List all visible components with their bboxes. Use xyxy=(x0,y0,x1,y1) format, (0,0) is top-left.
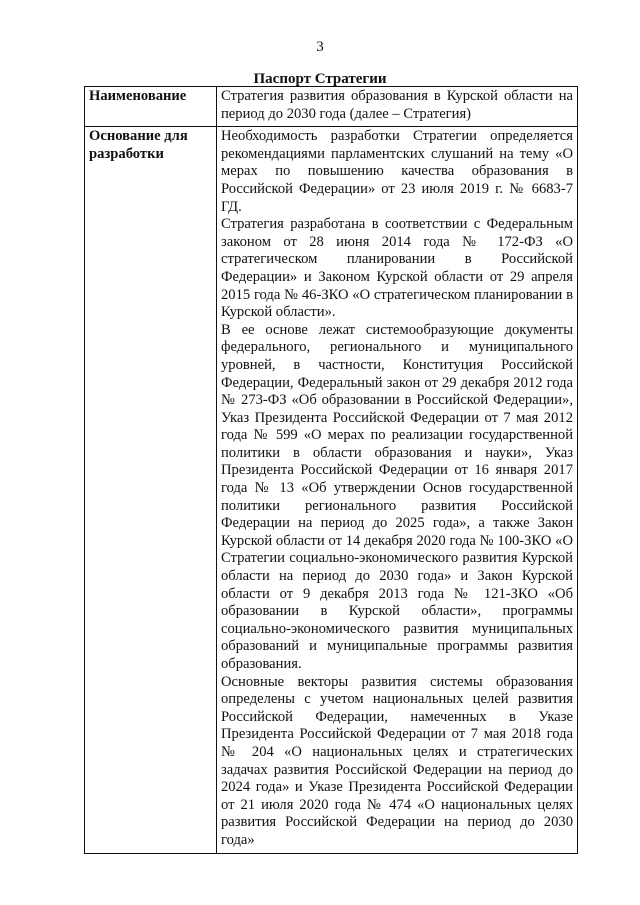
document-title: Паспорт Стратегии xyxy=(253,71,387,87)
row-label-name: Наименование xyxy=(85,87,217,127)
paragraph: В ее основе лежат системообразующие документы федерального, регионального и муниципального уровней, в частности, Конституция Российской Федерации, Федеральный закон от 29 декабря 2012 года № 273-ФЗ «Об образовании в Российской Федерации», Указ Президента Российской Федерации от 7 мая 2012 года № 599 «О мерах по реализации государственной политики в области образования и науки», Указ Президента Российской Федерации от 16 января 2017 года № 13 «Об утверждении Основ государственной политики регионального развития Российской Федерации на период до 2025 года», а также Закон Курской области от 14 декабря 2020 года № 100-ЗКО «О Стратегии социально-экономического развития Курской области на период до 2030 года» и Закон Курской области от 9 декабря 2013 года № 121-ЗКО «Об образовании в Курской области», программы социально-экономического развития муниципальных образований и муниципальные программы развития образования. xyxy=(221,321,573,672)
strategy-passport-table xyxy=(84,86,578,854)
row-value-basis xyxy=(217,127,578,853)
row-value-name xyxy=(217,87,578,127)
paragraph: Основные векторы развития системы образования определены с учетом национальных целей развития Российской Федерации, намеченных в Указе Президента Российской Федерации от 7 мая 2018 года № 204 «О национальных целях и стратегических задачах развития Российской Федерации на период до 2024 года» и Указе Президента Российской Федерации от 21 июля 2020 года № 474 «О национальных целях развития Российской Федерации на период до 2030 года» xyxy=(221,673,573,848)
paragraph: Стратегия разработана в соответствии с Федеральным законом от 28 июня 2014 года № 172-ФЗ «О стратегическом планировании в Российской Федерации» и Законом Курской области от 29 апреля 2015 года № 46-ЗКО «О стратегическом планировании в Курской области». xyxy=(221,216,573,321)
table-row xyxy=(85,127,578,853)
page-number: 3 xyxy=(316,39,324,55)
table-row xyxy=(85,87,578,127)
paragraph: Необходимость разработки Стратегии определяется рекомендациями парламентских слушаний на тему «О мерах по повышению качества образования в Российской Федерации» от 23 июля 2019 г. № 6683-7 ГД. xyxy=(221,128,573,215)
row-label-basis: Основание для разработки xyxy=(85,127,217,853)
paragraph: Стратегия развития образования в Курской области на период до 2030 года (далее – Стратегия) xyxy=(221,88,573,122)
